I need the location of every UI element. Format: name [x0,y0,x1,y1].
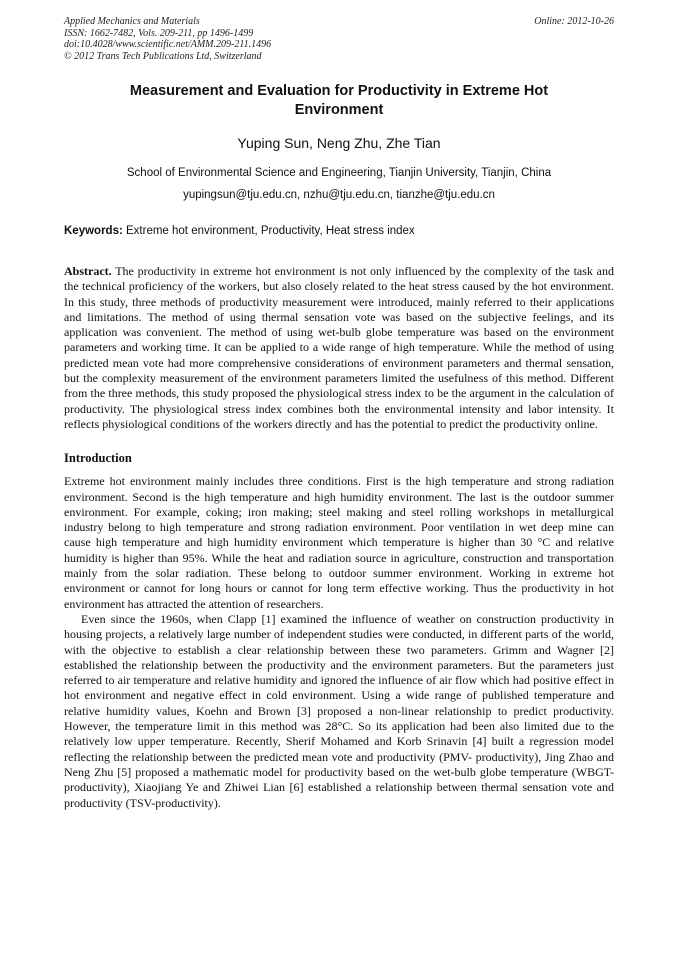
journal-header [64,16,614,62]
author-affiliation: School of Environmental Science and Engineering, Tianjin University, Tianjin, China [126,167,552,179]
keywords-text: Extreme hot environment, Productivity, Heat stress index [126,225,415,237]
abstract [64,264,614,432]
introduction-paragraph: Even since the 1960s, when Clapp [1] examined the influence of weather on construction productivity in housing projects, a relatively large number of independent studies were conducted, in different parts of the world, with the objective to establish a clear relationship between these two parameters. Grimm and Wagner [2] established the relationship between the productivity and the environment parameters. But the parameters just referred to air temperature and relative humidity and ignored the influence of air flow which had positive effect in hot environment and negative effect in cold environment. Using a wide range of published temperature and relative humidity values, Koehn and Brown [3] proposed a non-linear relationship to predict productivity. However, the temperature limit in this method was 28°C. So its application had been also limited due to the relatively low upper temperature. Recently, Sherif Mohamed and Korb Srinavin [4] built a regression model reflecting the relationship between the predicted mean vote and productivity (PMV- productivity), Jing Zhao and Neng Zhu [5] proposed a mathematic model for productivity based on the wet-bulb globe temperature (WBGT-productivity), Xiaojiang Ye and Zhiwei Lian [6] established a relationship between thermal sensation vote and productivity (TSV-productivity). [64,611,614,810]
author-emails[interactable]: yupingsun@tju.edu.cn, nzhu@tju.edu.cn, tianzhe@tju.edu.cn [183,189,495,201]
journal-copyright: © 2012 Trans Tech Publications Ltd, Switzerland [64,50,262,62]
journal-doi[interactable]: doi:10.4028/www.scientific.net/AMM.209-211.1496 [64,39,272,50]
abstract-label: Abstract. [64,264,112,278]
introduction-heading: Introduction [64,451,132,466]
keywords-label: Keywords: [64,225,123,237]
introduction-paragraph: Extreme hot environment mainly includes three conditions. First is the high temperature and strong radiation environment. Second is the high temperature and high humidity environment. The last is the outdoor summer environment. For example, coking; iron making; steel making and steel rolling workshops in metallurgical industry belong to high temperature and strong radiation environment. Poor ventilation in wet deep mine can cause high temperature and high humidity environment which temperature is higher than 30 °C and relative humidity is higher than 95%. While the heat and radiation source in agriculture, construction and transportation mainly from the solar radiation. These belong to outdoor summer environment. Working in extreme hot environment or cannot for long hours or cannot for long term effective working. Thus the productivity in hot environment has attracted the attention of researchers. [64,474,614,611]
online-date: Online: 2012-10-26 [534,16,614,27]
journal-issn: ISSN: 1662-7482, Vols. 209-211, pp 1496-1499 [64,27,254,39]
paper-title: Measurement and Evaluation for Productivity in Extreme Hot Environment [129,83,549,118]
abstract-text: The productivity in extreme hot environment is not only influenced by the complexity of the task and the technical proficiency of the workers, but also closely related to the heat stress caused by the hot environment. In this study, three methods of productivity measurement were introduced, mainly referred to their applications and limitations. The method of using thermal sensation vote was based on the subjective feelings, and its application was convenient. The method of using wet-bulb globe temperature was based on the environment parameters and working time. It can be applied to a wide range of high temperature. While the method of using predicted mean vote had more comprehensive considerations of environment parameters and thermal sensation, but the complexity measurement of the environment parameters limited the usefulness of this method. Different from the three methods, this study proposed the physiological stress index to be the argument in the calculation of productivity. The physiological stress index combines both the environmental intensity and labor intensity. It reflects physiological conditions of the workers directly and has the potential to predict the productivity online. [64,264,614,431]
journal-name: Applied Mechanics and Materials [64,16,200,27]
keywords [64,224,614,238]
paper-authors: Yuping Sun, Neng Zhu, Zhe Tian [237,135,441,151]
